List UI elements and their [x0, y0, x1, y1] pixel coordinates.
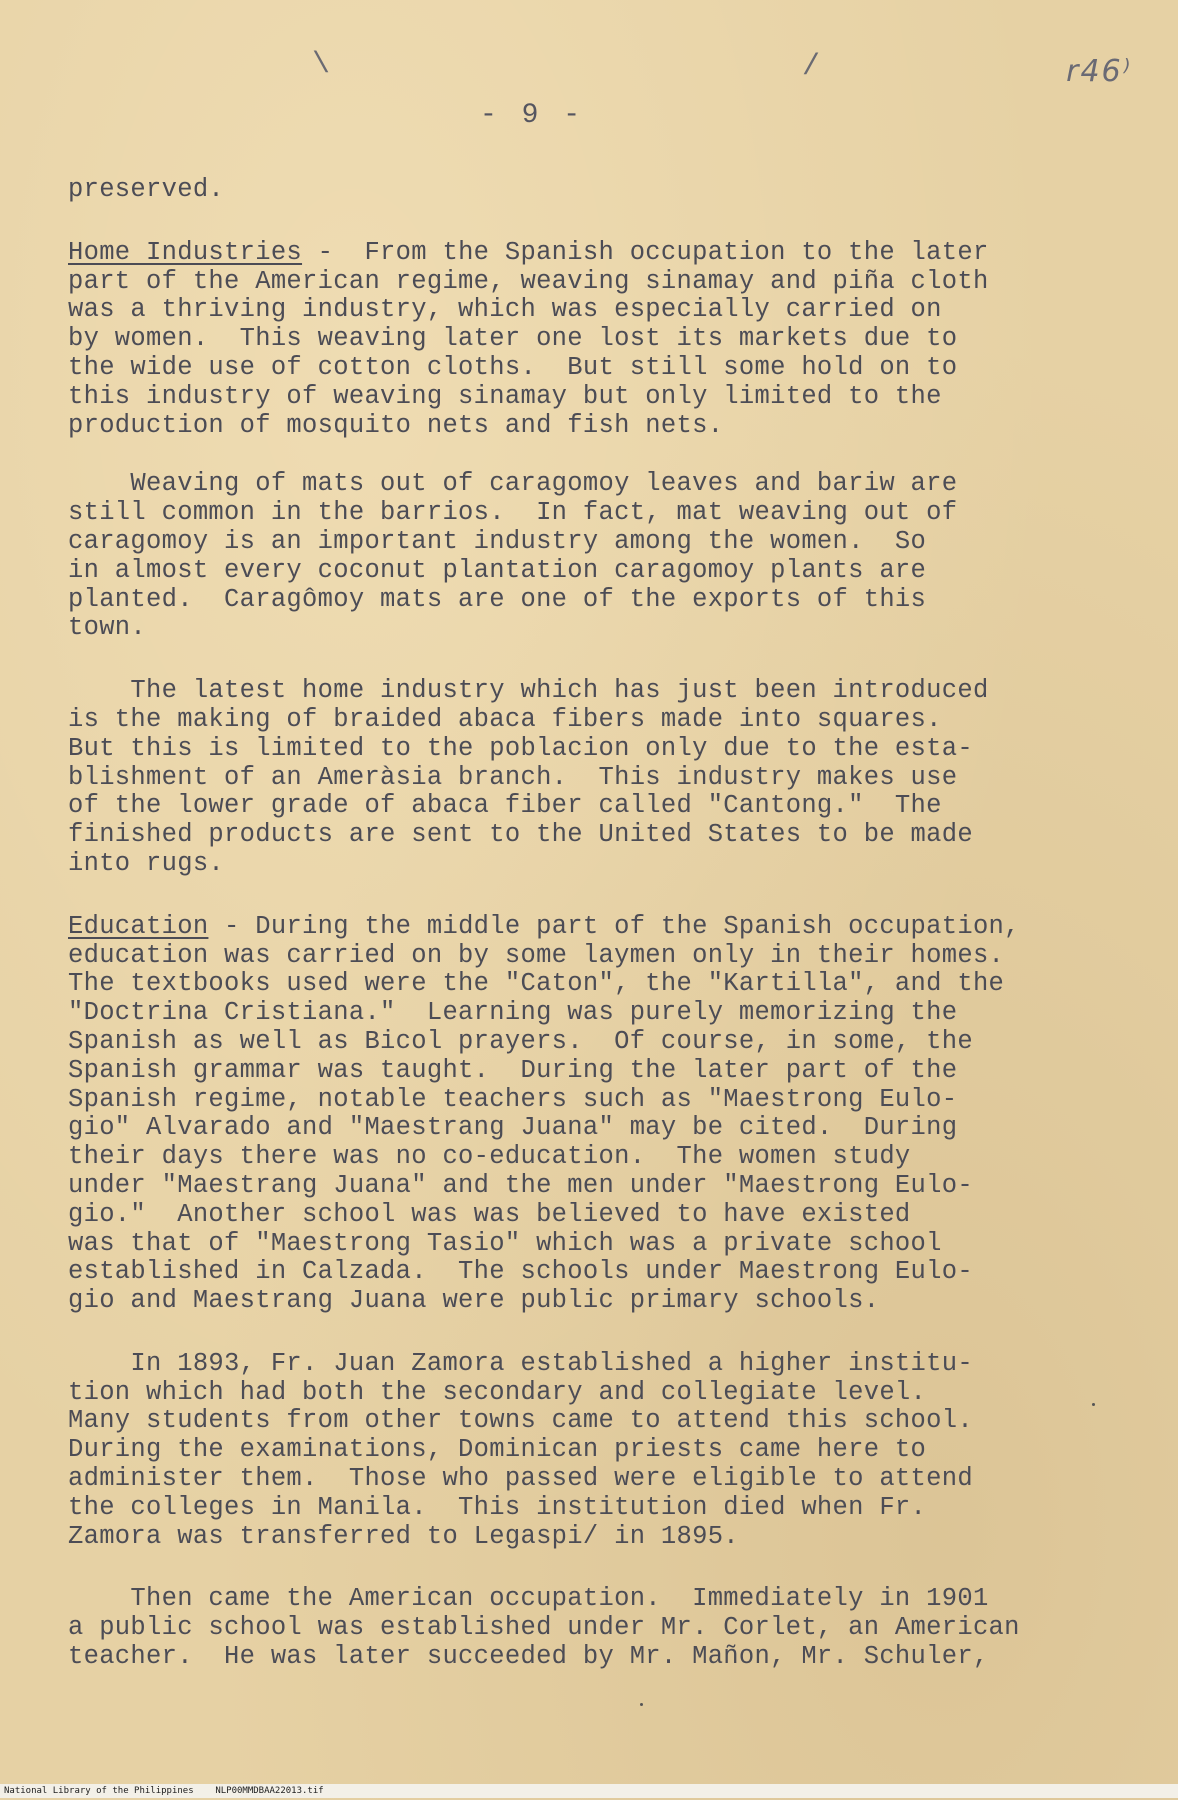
text-line: gio." Another school was was believed to have existed: [68, 1199, 911, 1229]
document-body: [68, 176, 1108, 1672]
text-line: Spanish as well as Bicol prayers. Of course, in some, the: [68, 1026, 973, 1056]
section-heading-education: Education: [68, 911, 209, 941]
text-span: - During the middle part of the Spanish occupation,: [208, 911, 1020, 941]
text-line: "Doctrina Cristiana." Learning was purely memorizing the: [68, 998, 958, 1028]
text-line: [68, 913, 1108, 942]
paper-speck: [640, 1703, 643, 1706]
text-line: their days there was no co-education. The women study: [68, 1142, 911, 1172]
text-line: Spanish grammar was taught. During the later part of the: [68, 1055, 958, 1085]
text-line: finished products are sent to the United States to be made: [68, 820, 973, 850]
page-number: - 9 -: [480, 100, 585, 131]
text-line: The latest home industry which has just been introduced: [68, 676, 989, 706]
text-line: Then came the American occupation. Immediately in 1901: [68, 1584, 989, 1614]
text-line: this industry of weaving sinamay but only limited to the: [68, 381, 942, 411]
text-line: of the lower grade of abaca fiber called "Cantong." The: [68, 791, 942, 821]
text-span: - From the Spanish occupation to the later: [302, 237, 989, 267]
text-line: education was carried on by some laymen only in their homes.: [68, 940, 1005, 970]
text-line: planted. Caragômoy mats are one of the exports of this: [68, 584, 927, 614]
text-line: During the examinations, Dominican priests came here to: [68, 1435, 927, 1465]
text-line: caragomoy is an important industry among the women. So: [68, 526, 927, 556]
text-line: is the making of braided abaca fibers made into squares.: [68, 704, 942, 734]
text-line: still common in the barrios. In fact, mat weaving out of: [68, 498, 958, 528]
text-line: In 1893, Fr. Juan Zamora established a higher institu-: [68, 1348, 973, 1378]
text-line: administer them. Those who passed were eligible to attend: [68, 1464, 973, 1494]
text-line: the colleges in Manila. This institution died when Fr.: [68, 1492, 927, 1522]
text-line: production of mosquito nets and fish nets.: [68, 410, 724, 440]
paragraph-abaca-industry: [68, 677, 1108, 879]
paragraph-home-industries: [68, 239, 1108, 441]
text-line: tion which had both the secondary and collegiate level.: [68, 1377, 927, 1407]
paper-speck: [1092, 1403, 1095, 1406]
text-line: under "Maestrang Juana" and the men under "Maestrong Eulo-: [68, 1170, 973, 1200]
binding-mark-right: /: [802, 50, 821, 84]
text-line: [68, 239, 1108, 268]
text-line: blishment of an Ameràsia branch. This industry makes use: [68, 762, 958, 792]
text-line: part of the American regime, weaving sinamay and piña cloth: [68, 266, 989, 296]
paragraph-preserved: [68, 176, 1108, 205]
text-line: Many students from other towns came to attend this school.: [68, 1406, 973, 1436]
archive-footer: National Library of the Philippines NLP00MMDBAA22013.tif: [0, 1784, 1178, 1798]
text-line: gio and Maestrang Juana were public primary schools.: [68, 1286, 880, 1316]
text-line: gio" Alvarado and "Maestrang Juana" may be cited. During: [68, 1113, 958, 1143]
paragraph-american-occupation: [68, 1585, 1108, 1671]
binding-mark-left: \: [312, 48, 331, 82]
text-line: was a thriving industry, which was especially carried on: [68, 295, 942, 325]
text-line: the wide use of cotton cloths. But still some hold on to: [68, 352, 958, 382]
text-line: a public school was established under Mr. Corlet, an American: [68, 1613, 1020, 1643]
text-line: Spanish regime, notable teachers such as "Maestrong Eulo-: [68, 1084, 958, 1114]
paragraph-mat-weaving: [68, 470, 1108, 643]
text-line: was that of "Maestrong Tasio" which was a private school: [68, 1228, 942, 1258]
text-line: Zamora was transferred to Legaspi/ in 1895.: [68, 1521, 739, 1551]
paragraph-education: [68, 913, 1108, 1316]
text-line: teacher. He was later succeeded by Mr. Mañon, Mr. Schuler,: [68, 1642, 989, 1672]
text-line: established in Calzada. The schools under Maestrong Eulo-: [68, 1257, 973, 1287]
text-line: in almost every coconut plantation caragomoy plants are: [68, 555, 927, 585]
text-line: The textbooks used were the "Caton", the "Kartilla", and the: [68, 969, 1005, 999]
text-line: Weaving of mats out of caragomoy leaves and bariw are: [68, 469, 958, 499]
text-line: by women. This weaving later one lost its markets due to: [68, 324, 958, 354]
section-heading-home-industries: Home Industries: [68, 237, 303, 267]
text-line: But this is limited to the poblacion only due to the esta-: [68, 733, 973, 763]
text-line: town.: [68, 613, 147, 643]
text-line: preserved.: [68, 175, 225, 204]
handwritten-reference-number: r46⁾: [1066, 54, 1132, 89]
paragraph-zamora-institution: [68, 1350, 1108, 1552]
text-line: into rugs.: [68, 848, 225, 878]
